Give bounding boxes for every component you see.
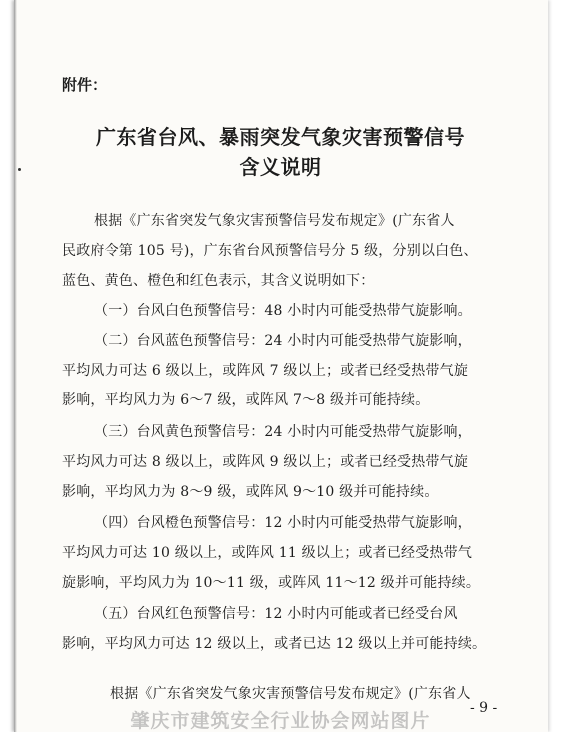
page-number: - 9 - — [470, 700, 498, 716]
body-line-1: 根据《广东省突发气象灾害预警信号发布规定》(广东省人 — [94, 213, 455, 229]
body-line-9: 平均风力可达 8 级以上，或阵风 9 级以上；或者已经受热带气旋 — [62, 454, 469, 470]
body-line-10: 影响，平均风力为 8～9 级，或阵风 9～10 级并可能持续。 — [62, 484, 439, 500]
body-line-8: （三）台风黄色预警信号：24 小时内可能受热带气旋影响， — [94, 424, 472, 440]
body-line-15: 影响，平均风力可达 12 级以上，或者已达 12 级以上并可能持续。 — [62, 636, 487, 652]
body-line-2: 民政府令第 105 号)，广东省台风预警信号分 5 级，分别以白色、 — [62, 243, 478, 259]
body-line-12: 平均风力可达 10 级以上，或阵风 11 级以上；或者已经受热带气 — [62, 545, 473, 561]
document-title-line-2: 含义说明 — [239, 155, 322, 179]
body-line-6: 平均风力可达 6 级以上，或阵风 7 级以上；或者已经受热带气旋 — [62, 363, 469, 379]
body-line-16: 根据《广东省突发气象灾害预警信号发布规定》(广东省人 — [110, 686, 471, 702]
body-line-3: 蓝色、黄色、橙色和红色表示，其含义说明如下： — [62, 273, 375, 289]
watermark: 肇庆市建筑安全行业协会网站图片 — [130, 710, 431, 732]
body-line-11: （四）台风橙色预警信号：12 小时内可能受热带气旋影响， — [94, 515, 472, 531]
body-line-5: （二）台风蓝色预警信号：24 小时内可能受热带气旋影响， — [94, 333, 472, 349]
body-line-7: 影响，平均风力为 6～7 级，或阵风 7～8 级并可能持续。 — [62, 392, 430, 408]
attachment-label: 附件： — [62, 76, 108, 94]
document-title-line-1: 广东省台风、暴雨突发气象灾害预警信号 — [96, 125, 465, 149]
body-line-13: 旋影响，平均风力为 10～11 级，或阵风 11～12 级并可能持续。 — [62, 575, 481, 591]
body-line-4: （一）台风白色预警信号：48 小时内可能受热带气旋影响。 — [94, 303, 472, 319]
body-line-14: （五）台风红色预警信号：12 小时内可能或者已经受台风 — [94, 606, 458, 622]
